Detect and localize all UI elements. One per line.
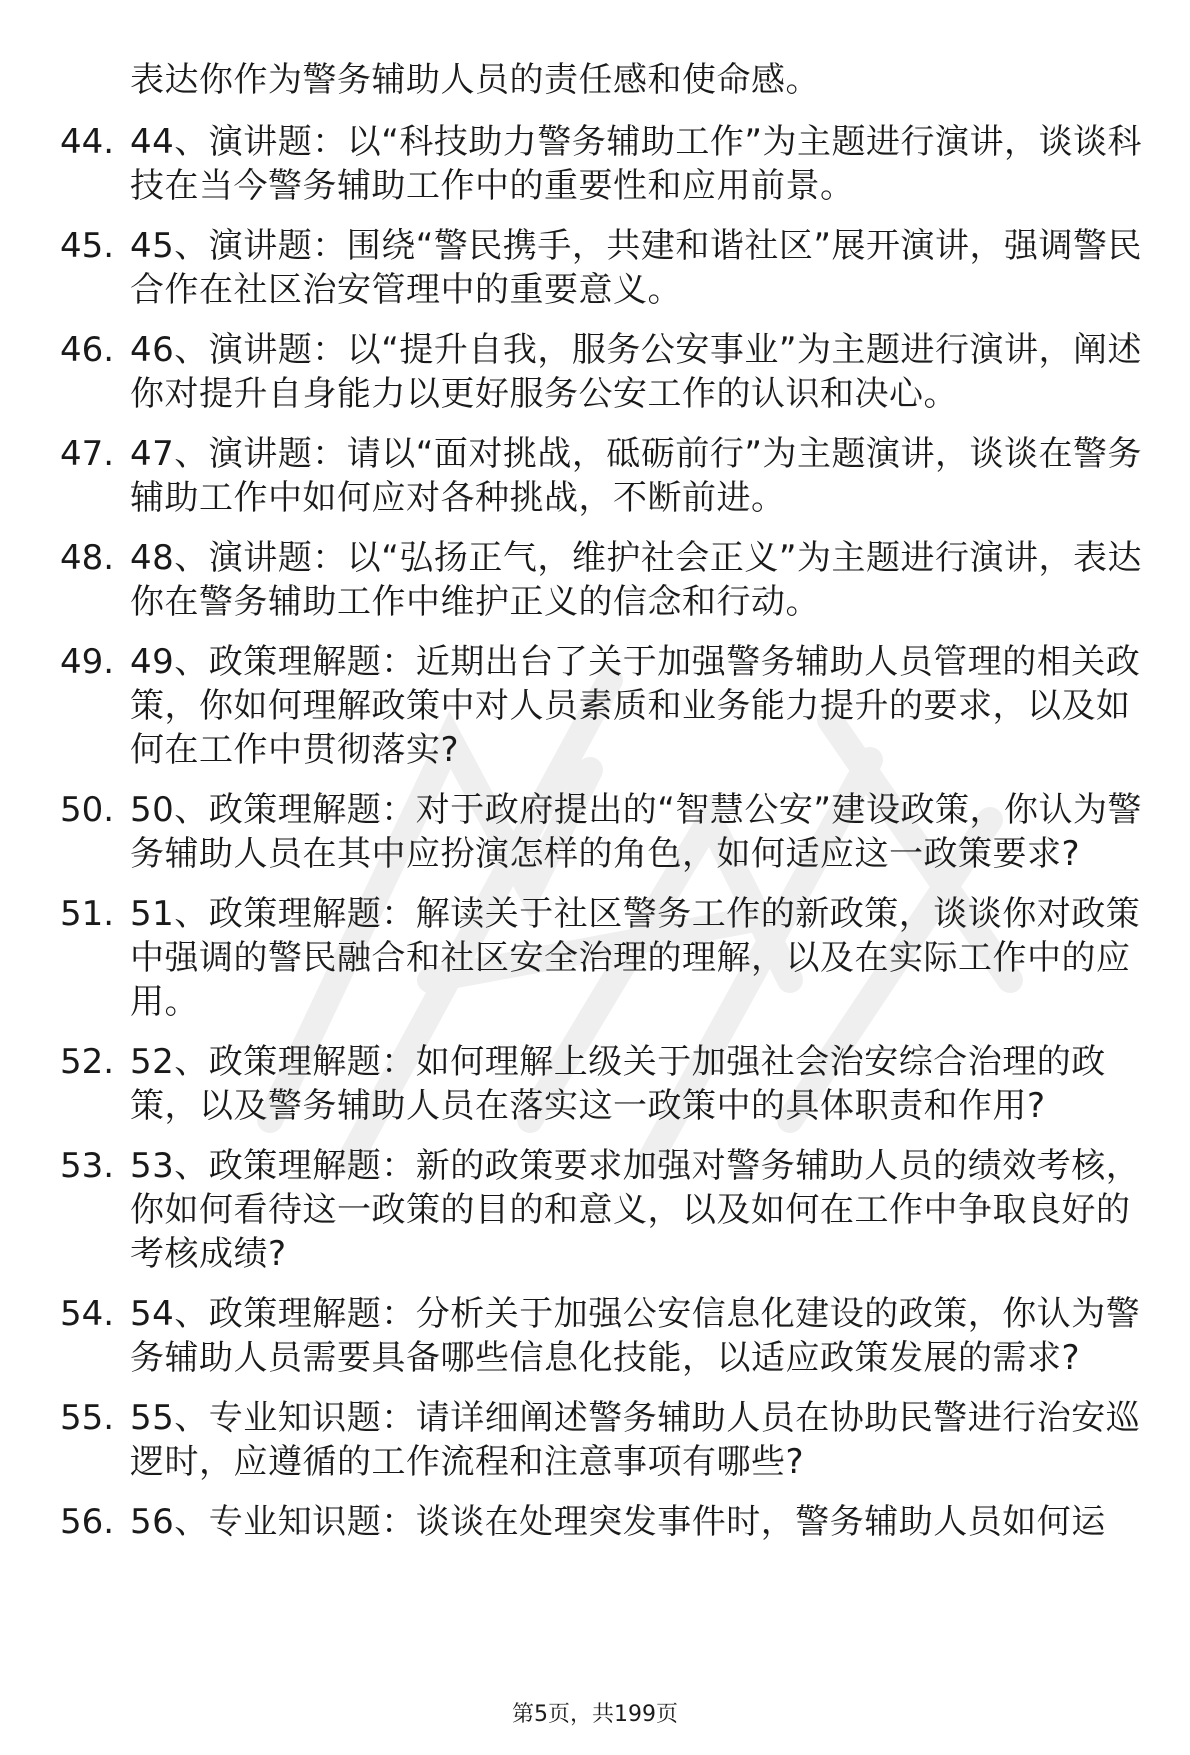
- list-item: [60, 120, 1150, 208]
- list-item: [60, 1500, 1150, 1544]
- list-item-text: 52、政策理解题：如何理解上级关于加强社会治安综合治理的政策，以及警务辅助人员在落实这一政策中的具体职责和作用?: [130, 1042, 1106, 1126]
- list-item: [60, 788, 1150, 876]
- list-item-number: 52.: [60, 1042, 115, 1082]
- list-item-text: 51、政策理解题：解读关于社区警务工作的新政策，谈谈你对政策中强调的警民融合和社区安全治理的理解，以及在实际工作中的应用。: [130, 894, 1141, 1022]
- list-item-number: 53.: [60, 1146, 115, 1186]
- list-item: [60, 892, 1150, 1024]
- list-item-text: 55、专业知识题：请详细阐述警务辅助人员在协助民警进行治安巡逻时，应遵循的工作流程和注意事项有哪些?: [130, 1398, 1141, 1482]
- list-item: [60, 1040, 1150, 1128]
- list-item-text: 56、专业知识题：谈谈在处理突发事件时，警务辅助人员如何运: [130, 1502, 1106, 1542]
- list-item-text: 46、演讲题：以“提升自我，服务公安事业”为主题进行演讲，阐述你对提升自身能力以更好服务公安工作的认识和决心。: [130, 330, 1142, 414]
- list-item-text: 47、演讲题：请以“面对挑战，砥砺前行”为主题演讲，谈谈在警务辅助工作中如何应对各种挑战，不断前进。: [130, 434, 1142, 518]
- list-item-number: 50.: [60, 790, 115, 830]
- list-item: [60, 1396, 1150, 1484]
- list-item-text: 44、演讲题：以“科技助力警务辅助工作”为主题进行演讲，谈谈科技在当今警务辅助工作中的重要性和应用前景。: [130, 122, 1142, 206]
- list-item-text: 54、政策理解题：分析关于加强公安信息化建设的政策，你认为警务辅助人员需要具备哪些信息化技能，以适应政策发展的需求?: [130, 1294, 1141, 1378]
- list-item: [60, 1144, 1150, 1276]
- list-item-number: 46.: [60, 330, 115, 370]
- list-item-number: 44.: [60, 122, 115, 162]
- list-item-text: 49、政策理解题：近期出台了关于加强警务辅助人员管理的相关政策，你如何理解政策中对人员素质和业务能力提升的要求，以及如何在工作中贯彻落实?: [130, 642, 1141, 770]
- document-body: [60, 58, 1150, 1560]
- continuation-text: 表达你作为警务辅助人员的责任感和使命感。: [130, 60, 820, 100]
- list-item: [60, 536, 1150, 624]
- list-item-number: 56.: [60, 1502, 115, 1542]
- list-item-text: 50、政策理解题：对于政府提出的“智慧公安”建设政策，你认为警务辅助人员在其中应扮演怎样的角色，如何适应这一政策要求?: [130, 790, 1142, 874]
- list-item-number: 45.: [60, 226, 115, 266]
- page-footer: 第5页，共199页: [512, 1702, 678, 1727]
- list-item: [60, 640, 1150, 772]
- list-item-number: 49.: [60, 642, 115, 682]
- list-item-number: 55.: [60, 1398, 115, 1438]
- list-item: [60, 328, 1150, 416]
- list-item: [60, 1292, 1150, 1380]
- list-item-number: 48.: [60, 538, 115, 578]
- list-item-text: 45、演讲题：围绕“警民携手，共建和谐社区”展开演讲，强调警民合作在社区治安管理中的重要意义。: [130, 226, 1142, 310]
- list-item-number: 54.: [60, 1294, 115, 1334]
- list-item: [60, 224, 1150, 312]
- list-item-number: 51.: [60, 894, 115, 934]
- list-item-number: 47.: [60, 434, 115, 474]
- question-list: [60, 120, 1150, 1544]
- list-item-text: 48、演讲题：以“弘扬正气，维护社会正义”为主题进行演讲，表达你在警务辅助工作中维护正义的信念和行动。: [130, 538, 1142, 622]
- list-item-text: 53、政策理解题：新的政策要求加强对警务辅助人员的绩效考核，你如何看待这一政策的目的和意义，以及如何在工作中争取良好的考核成绩?: [130, 1146, 1141, 1274]
- list-item: [60, 432, 1150, 520]
